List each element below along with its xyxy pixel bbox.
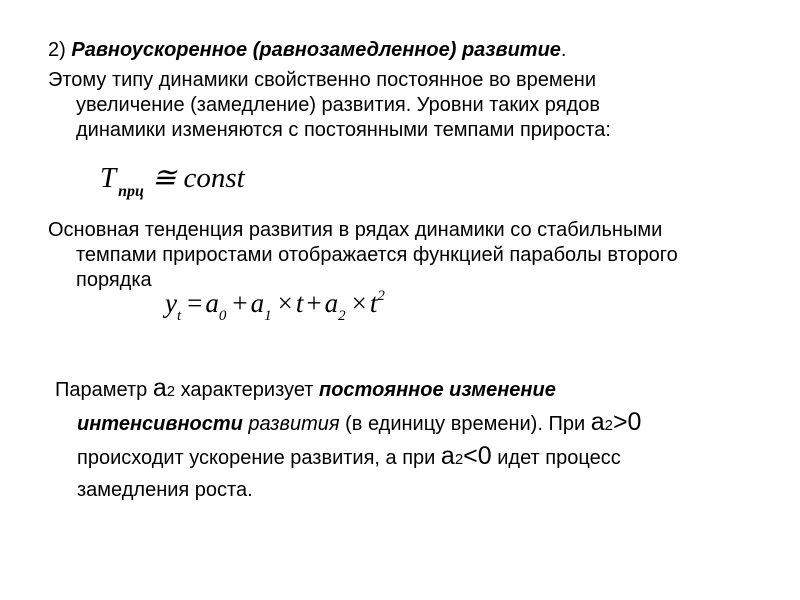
formula-var: y	[165, 288, 177, 318]
section-title: Равноускоренное (равнозамедленное) развитие	[71, 39, 561, 61]
paragraph-line: увеличение (замедление) развития. Уровни таких рядов	[76, 94, 600, 116]
formula-operator: =	[187, 288, 203, 318]
emphasis-text: интенсивности	[77, 413, 243, 435]
paragraph-line: Основная тенденция развития в рядах динамики со стабильными	[48, 219, 663, 241]
formula-subscript: прц	[118, 183, 144, 200]
formula-subscript: 0	[218, 308, 227, 324]
formula-var: a	[250, 288, 265, 318]
formula-var: t	[295, 288, 304, 318]
paragraph-parameter-a2	[55, 373, 755, 506]
formula-subscript: t	[176, 308, 182, 324]
text: замедления роста.	[77, 479, 253, 501]
param-letter: а	[440, 442, 455, 470]
text: характеризует	[180, 379, 314, 401]
text: (в единицу времени). При	[345, 413, 586, 435]
formula-symbol: T	[100, 162, 117, 194]
formula-operator: +	[232, 288, 248, 318]
formula-var: a	[324, 288, 339, 318]
growth-rate-formula	[100, 160, 245, 200]
section-title-end: .	[560, 39, 567, 61]
formula-subscript: 2	[338, 308, 346, 324]
italic-text: развития	[248, 413, 340, 435]
paragraph-line: темпами приростами отображается функцией параболы второго	[76, 244, 678, 266]
param-letter: а	[152, 374, 167, 402]
formula-var: a	[205, 288, 219, 318]
formula-operator: +	[306, 288, 322, 318]
condition-negative: <0	[463, 442, 492, 470]
param-subscript: 2	[604, 417, 613, 434]
paragraph-main-trend	[48, 218, 768, 293]
section-number: 2)	[48, 39, 66, 61]
paragraph-line: динамики изменяются с постоянными темпами прироста:	[76, 119, 611, 141]
paragraph-dynamics-type	[48, 68, 748, 143]
param-subscript: 2	[166, 383, 176, 400]
text: происходит ускорение развития, а при	[77, 447, 436, 469]
condition-positive: >0	[612, 408, 642, 436]
param-letter: а	[590, 408, 605, 436]
formula-superscript: 2	[377, 288, 385, 304]
formula-subscript: 1	[264, 308, 272, 324]
formula-operator: ×	[277, 288, 293, 318]
paragraph-line: Этому типу динамики свойственно постоянное во времени	[48, 69, 597, 91]
text: Параметр	[55, 379, 148, 401]
formula-operator: ×	[351, 288, 367, 318]
paragraph-line: порядка	[76, 269, 152, 291]
section-heading	[48, 38, 566, 63]
formula-rest: ≅ const	[151, 162, 245, 194]
param-subscript: 2	[454, 451, 464, 468]
formula-var: t	[369, 288, 378, 318]
text: идет процесс	[497, 447, 621, 469]
emphasis-text: постоянное изменение	[319, 379, 556, 401]
parabola-formula	[165, 288, 385, 324]
